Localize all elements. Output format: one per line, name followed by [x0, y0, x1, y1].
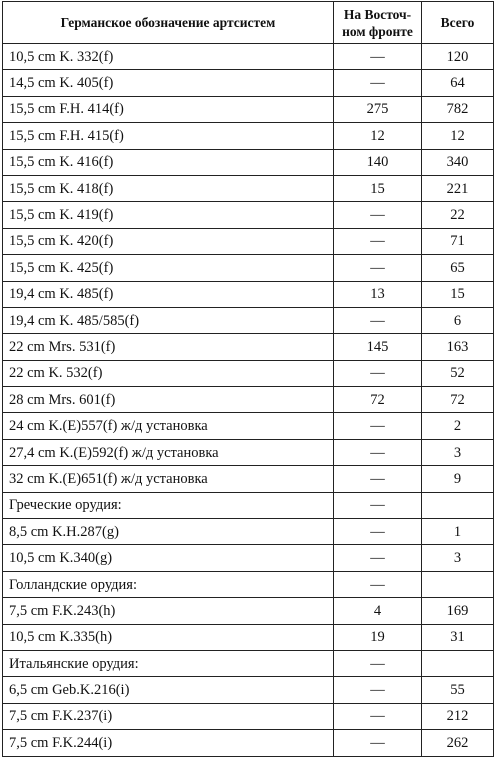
table-row: [3, 334, 494, 360]
cell-eastern-front: —: [334, 439, 422, 465]
table-row: [3, 360, 494, 386]
cell-total: [422, 571, 494, 597]
cell-total: [422, 492, 494, 518]
cell-designation: 15,5 cm K. 420(f): [3, 228, 334, 254]
cell-total: 262: [422, 730, 494, 756]
cell-eastern-front: 140: [334, 149, 422, 175]
table-row: [3, 650, 494, 676]
cell-total: 782: [422, 96, 494, 122]
cell-eastern-front: —: [334, 677, 422, 703]
cell-designation: Греческие орудия:: [3, 492, 334, 518]
table-row: [3, 571, 494, 597]
cell-designation: 15,5 cm F.H. 414(f): [3, 96, 334, 122]
cell-total: 65: [422, 255, 494, 281]
cell-total: 163: [422, 334, 494, 360]
cell-total: 64: [422, 70, 494, 96]
cell-eastern-front: —: [334, 255, 422, 281]
cell-total: 212: [422, 703, 494, 729]
header-designation: Германское обозначение артсистем: [3, 2, 334, 44]
table-row: [3, 703, 494, 729]
table-row: [3, 730, 494, 756]
cell-total: 55: [422, 677, 494, 703]
table-row: [3, 624, 494, 650]
cell-eastern-front: 15: [334, 175, 422, 201]
cell-eastern-front: —: [334, 466, 422, 492]
table-row: [3, 545, 494, 571]
table-row: [3, 255, 494, 281]
cell-designation: 19,4 cm K. 485(f): [3, 281, 334, 307]
cell-eastern-front: 275: [334, 96, 422, 122]
cell-designation: Голландские орудия:: [3, 571, 334, 597]
cell-designation: 32 cm K.(E)651(f) ж/д установка: [3, 466, 334, 492]
cell-designation: 7,5 cm F.K.243(h): [3, 598, 334, 624]
table-row: [3, 387, 494, 413]
table-header-row: [3, 2, 494, 44]
cell-eastern-front: —: [334, 571, 422, 597]
cell-total: [422, 650, 494, 676]
cell-designation: 10,5 cm K.340(g): [3, 545, 334, 571]
table-row: [3, 175, 494, 201]
artillery-table: [2, 1, 494, 757]
table-row: [3, 44, 494, 70]
cell-eastern-front: —: [334, 492, 422, 518]
cell-eastern-front: 145: [334, 334, 422, 360]
cell-total: 120: [422, 44, 494, 70]
cell-total: 6: [422, 307, 494, 333]
cell-designation: 22 cm K. 532(f): [3, 360, 334, 386]
cell-total: 340: [422, 149, 494, 175]
cell-designation: 15,5 cm K. 419(f): [3, 202, 334, 228]
table-row: [3, 123, 494, 149]
cell-designation: 15,5 cm K. 418(f): [3, 175, 334, 201]
cell-eastern-front: 72: [334, 387, 422, 413]
table-row: [3, 466, 494, 492]
cell-eastern-front: —: [334, 360, 422, 386]
cell-designation: 8,5 cm K.H.287(g): [3, 519, 334, 545]
table-row: [3, 598, 494, 624]
cell-total: 1: [422, 519, 494, 545]
table-row: [3, 96, 494, 122]
table-row: [3, 307, 494, 333]
cell-eastern-front: —: [334, 703, 422, 729]
cell-designation: 14,5 cm K. 405(f): [3, 70, 334, 96]
table-row: [3, 413, 494, 439]
cell-designation: 19,4 cm K. 485/585(f): [3, 307, 334, 333]
cell-total: 72: [422, 387, 494, 413]
cell-eastern-front: —: [334, 413, 422, 439]
table-row: [3, 519, 494, 545]
cell-designation: 7,5 cm F.K.244(i): [3, 730, 334, 756]
cell-total: 169: [422, 598, 494, 624]
cell-total: 3: [422, 545, 494, 571]
cell-eastern-front: —: [334, 730, 422, 756]
table-row: [3, 70, 494, 96]
table-row: [3, 439, 494, 465]
cell-designation: 27,4 cm K.(E)592(f) ж/д установка: [3, 439, 334, 465]
cell-total: 12: [422, 123, 494, 149]
cell-designation: Итальянские орудия:: [3, 650, 334, 676]
cell-designation: 15,5 cm F.H. 415(f): [3, 123, 334, 149]
table-row: [3, 677, 494, 703]
cell-eastern-front: 12: [334, 123, 422, 149]
cell-eastern-front: —: [334, 70, 422, 96]
table-row: [3, 281, 494, 307]
cell-total: 71: [422, 228, 494, 254]
cell-designation: 15,5 cm K. 425(f): [3, 255, 334, 281]
cell-total: 31: [422, 624, 494, 650]
cell-total: 3: [422, 439, 494, 465]
header-total: Всего: [422, 2, 494, 44]
cell-total: 9: [422, 466, 494, 492]
table-row: [3, 202, 494, 228]
cell-designation: 24 cm K.(E)557(f) ж/д установка: [3, 413, 334, 439]
cell-designation: 10,5 cm K. 332(f): [3, 44, 334, 70]
cell-eastern-front: 4: [334, 598, 422, 624]
table-row: [3, 228, 494, 254]
cell-eastern-front: 13: [334, 281, 422, 307]
cell-total: 2: [422, 413, 494, 439]
cell-designation: 6,5 cm Geb.K.216(i): [3, 677, 334, 703]
cell-total: 52: [422, 360, 494, 386]
cell-total: 15: [422, 281, 494, 307]
cell-total: 221: [422, 175, 494, 201]
table-body: [3, 44, 494, 757]
table-row: [3, 492, 494, 518]
cell-eastern-front: —: [334, 202, 422, 228]
cell-eastern-front: —: [334, 519, 422, 545]
cell-eastern-front: —: [334, 228, 422, 254]
cell-designation: 22 cm Mrs. 531(f): [3, 334, 334, 360]
cell-designation: 28 cm Mrs. 601(f): [3, 387, 334, 413]
table-row: [3, 149, 494, 175]
header-eastern-front: На Восточ-ном фронте: [334, 2, 422, 44]
cell-eastern-front: 19: [334, 624, 422, 650]
cell-eastern-front: —: [334, 44, 422, 70]
cell-designation: 10,5 cm K.335(h): [3, 624, 334, 650]
cell-total: 22: [422, 202, 494, 228]
cell-designation: 7,5 cm F.K.237(i): [3, 703, 334, 729]
cell-eastern-front: —: [334, 307, 422, 333]
cell-designation: 15,5 cm K. 416(f): [3, 149, 334, 175]
cell-eastern-front: —: [334, 650, 422, 676]
cell-eastern-front: —: [334, 545, 422, 571]
